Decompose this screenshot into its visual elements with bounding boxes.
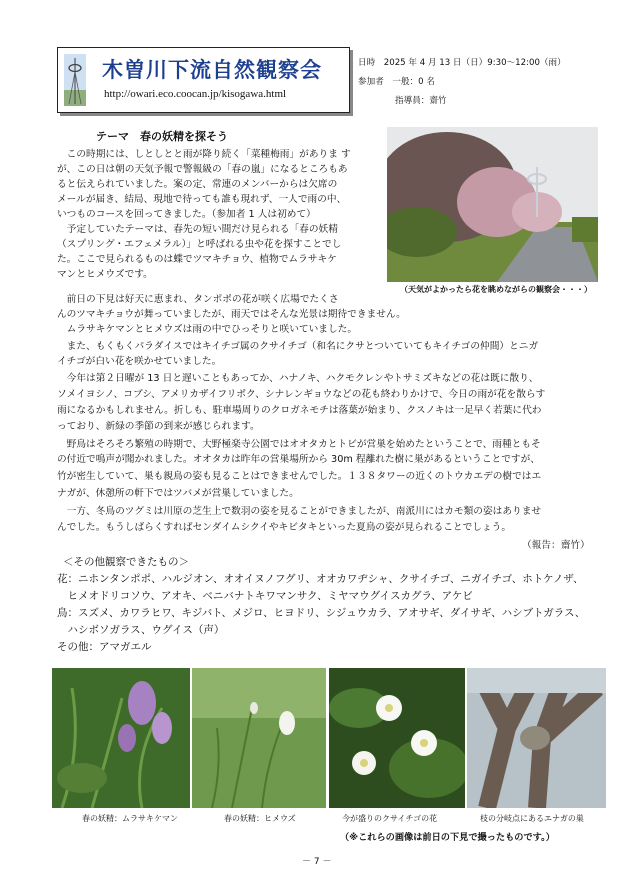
body-line: 前日の下見は好天に恵まれ、タンポポの花が咲く広場でたくさ	[57, 294, 339, 305]
others-heading: ＜その他観察できたもの＞	[63, 556, 189, 568]
tower-logo-icon	[64, 54, 86, 106]
body-line: 竹が密生していて、巣も親鳥の姿も見ることはできませんでした。１３８タワーの近くのトウカエデの樹ではエ	[57, 471, 542, 482]
participants: 参加者 一般：0 名	[358, 77, 435, 87]
body-line: んのツマキチョウが舞っていましたが、雨天ではそんな光景は期待できません。	[57, 309, 406, 320]
body-line: 今年は第２日曜が 13 日と遅いこともあってか、ハナノキ、ハクモクレンやトサミズキなどの花は既に散り、	[57, 373, 539, 384]
body-line: いつものコースを回ってきました。（参加者 1 人は初めて）	[57, 209, 316, 220]
photo-note: （※これらの画像は前日の下見で撮ったものです。）	[340, 832, 555, 843]
body-line: 一方、冬鳥のツグミは川原の芝生上で数羽の姿を見ることができましたが、南派川にはカモ類の姿はありませ	[57, 506, 542, 517]
site-url[interactable]: http://owari.eco.coocan.jp/kisogawa.html	[104, 88, 287, 100]
cherry-blossom-path-photo	[387, 127, 598, 282]
body-line: 野鳥はそろそろ繁殖の時期で、大野極楽寺公園ではオオタカとトビが営巣を始めたということで、雨種ともそ	[57, 439, 541, 450]
others-line: 花：ニホンタンポポ、ハルジオン、オオイヌノフグリ、オオカワヂシャ、クサイチゴ、ニガイチゴ、ホトケノザ、	[57, 573, 584, 585]
body-line: マンとヒメウズです。	[57, 269, 153, 280]
body-line: この時期には、しとしとと雨が降り続く「菜種梅雨」がありま す	[57, 149, 351, 160]
body-line: 予定していたテーマは、春先の短い間だけ見られる「春の妖精	[57, 224, 338, 235]
kusaichigo-photo	[329, 668, 465, 808]
body-line: ムラサキケマンとヒメウズは雨の中でひっそりと咲いていました。	[57, 324, 358, 335]
body-line: イチゴが白い花を咲かせていました。	[57, 356, 222, 367]
body-line: の付近で鳴声が聞かれました。オオタカは昨年の営巣場所から 30m 程離れた樹に巣があるということですが、	[57, 454, 540, 465]
murasakikeman-photo	[52, 668, 190, 808]
body-line: ソメイヨシノ、コブシ、アメリカザイフリボク、シナレンギョウなどの花も終わりかけで、今日の雨が花を散らす	[57, 389, 546, 400]
others-line: 鳥：スズメ、カワラヒワ、キジバト、メジロ、ヒヨドリ、シジュウカラ、アオサギ、ダイサギ、ハシブトガラス、	[57, 607, 586, 619]
others-line: その他：アマガエル	[57, 641, 152, 653]
body-line: ナガが、休憩所の軒下ではツバメが営巣していました。	[57, 488, 299, 499]
photo-caption: 春の妖精：ムラサキケマン	[82, 814, 178, 823]
body-line: た。ここで見られるものは蝶でツマキチョウ、植物でムラサキケ	[57, 254, 337, 265]
others-line: ヒメオドリコソウ、アオキ、ベニバナトキワマンサク、ミヤマウグイスカグラ、アケビ	[57, 590, 473, 602]
photo-caption: 春の妖精：ヒメウズ	[224, 814, 296, 823]
theme-title: テーマ 春の妖精を探そう	[96, 130, 228, 143]
body-line: んでした。もうしばらくすればセンダイムシクイやキビタキといった夏鳥の姿が見られることでしょう。	[57, 522, 512, 533]
body-line: （スプリング・エフェメラル）」と呼ばれる虫や花を探すことでし	[57, 239, 342, 250]
event-date: 日時 2025 年 4 月 13 日（日）9:30～12:00（雨）	[358, 58, 566, 68]
photo-caption: 今が盛りのクサイチゴの花	[342, 814, 438, 823]
body-line: っており、新緑の季節の到来が感じられます。	[57, 421, 260, 432]
main-photo-caption: （天気がよかったら花を眺めながらの観察会・・・）	[400, 285, 592, 294]
reporter: （報告：齋竹）	[522, 540, 590, 551]
body-line: メールが届き、結局、現地で待っても誰も現れず、一人で雨の中、	[57, 194, 347, 205]
body-line: 雨になるかもしれません。折しも、駐車場周りのクロガネモチは落葉が始まり、クスノキは一足早く若葉に代わ	[57, 405, 542, 416]
photo-caption: 枝の分岐点にあるエナガの巣	[480, 814, 584, 823]
body-line: また、もくもくパラダイスではキイチゴ属のクサイチゴ（和名にクサとついていてもキイチゴの仲間）とニガ	[57, 341, 539, 352]
others-line: ハシボソガラス、ウグイス（声）	[57, 624, 225, 636]
site-title: 木曽川下流自然観察会	[102, 58, 322, 82]
body-line: が、この日は朝の天気予報で警報級の「春の嵐」になるところもあ	[57, 164, 348, 175]
enaga-nest-photo	[467, 668, 606, 808]
header-box	[57, 47, 350, 113]
body-line: ると伝えられていました。案の定、常連のメンバーからは欠席の	[57, 179, 338, 190]
leader: 指導員：齋竹	[395, 96, 447, 106]
page-number: － 7 －	[302, 857, 332, 867]
himeuzu-photo	[192, 668, 326, 808]
